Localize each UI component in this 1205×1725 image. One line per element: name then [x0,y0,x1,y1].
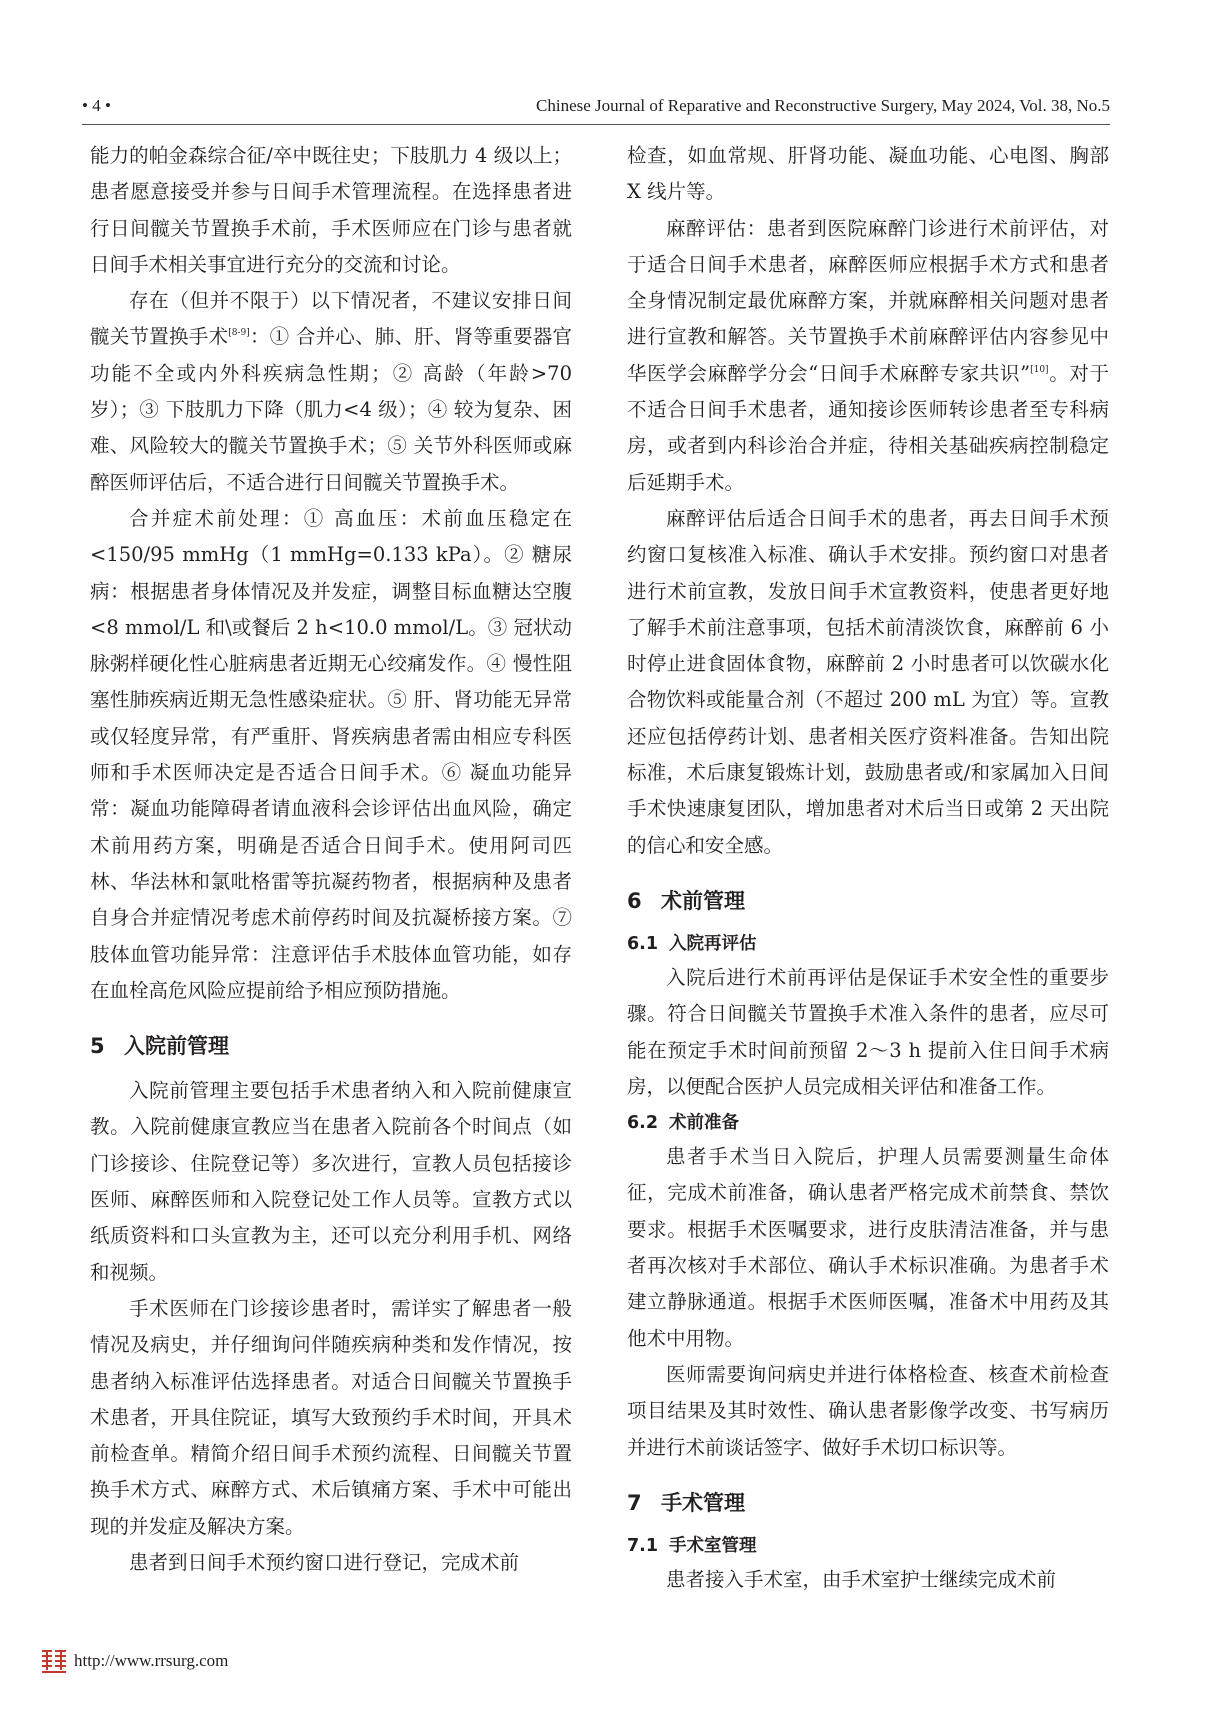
header-rule [82,124,1110,125]
paragraph: 麻醉评估：患者到医院麻醉门诊进行术前评估，对于适合日间手术患者，麻醉医师应根据手术方式和患者全身情况制定最优麻醉方案，并就麻醉相关问题对患者进行宣教和解答。关节置换手术前麻醉评估内容参见中华医学会麻醉学分会“日间手术麻醉专家共识”[10]。对于不适合日间手术患者，通知接诊医师转诊患者至专科病房，或者到内科诊治合并症，待相关基础疾病控制稳定后延期手术。 [627,216,1109,494]
section-heading-6: 6 术前管理 [627,888,745,913]
subsection-heading-6-2: 6.2 术前准备 [627,1113,739,1134]
journal-logo-icon [40,1647,68,1675]
paragraph: 医师需要询问病史并进行体格检查、核查术前检查项目结果及其时效性、确认患者影像学改变、书写病历并进行术前谈话签字、做好手术切口标识等。 [627,1362,1109,1459]
section-heading-5: 5 入院前管理 [90,1034,229,1059]
paragraph: 检查，如血常规、肝肾功能、凝血功能、心电图、胸部 X 线片等。 [627,144,1109,204]
right-column [627,138,1109,1598]
paragraph: 合并症术前处理：① 高血压：术前血压稳定在<150/95 mmHg（1 mmHg=0.133 kPa）。② 糖尿病：根据患者身体情况及并发症，调整目标血糖达空腹<8 mmol/L 和\或餐后 2 h<10.0 mmol/L。③ 冠状动脉粥样硬化性心脏病患者近期无心绞痛发作。④ 慢性阻塞性肺疾病近期无急性感染症状。⑤ 肝、肾功能无异常或仅轻度异常，有严重肝、肾疾病患者需由相应专科医师和手术医师决定是否适合日间手术。⑥ 凝血功能异常：凝血功能障碍者请血液科会诊评估出血风险，确定术前用药方案，明确是否适合日间手术。使用阿司匹林、华法林和氯吡格雷等抗凝药物者，根据病种及患者自身合并症情况考虑术前停药时间及抗凝桥接方案。⑦ 肢体血管功能异常：注意评估手术肢体血管功能，如存在血栓高危风险应提前给予相应预防措施。 [90,506,572,1002]
citation-ref: [10] [1030,364,1049,375]
section-heading-7: 7 手术管理 [627,1490,745,1515]
page-number: • 4 • [82,96,111,115]
subsection-heading-7-1: 7.1 手术室管理 [627,1535,757,1556]
citation-ref: [8-9] [228,328,250,339]
paragraph: 手术医师在门诊接诊患者时，需详实了解患者一般情况及病史，并仔细询问伴随疾病种类和发作情况，按患者纳入标准评估选择患者。对适合日间髋关节置换手术患者，开具住院证，填写大致预约手术时间，开具术前检查单。精简介绍日间手术预约流程、日间髋关节置换手术方式、麻醉方式、术后镇痛方案、手术中可能出现的并发症及解决方案。 [90,1296,572,1538]
paragraph: 入院后进行术前再评估是保证手术安全性的重要步骤。符合日间髋关节置换手术准入条件的患者，应尽可能在预定手术时间前预留 2～3 h 提前入住日间手术病房，以便配合医护人员完成相关评估和准备工作。 [627,965,1109,1098]
left-column [90,138,572,1581]
subsection-heading-6-1: 6.1 入院再评估 [627,933,757,954]
paragraph: 麻醉评估后适合日间手术的患者，再去日间手术预约窗口复核准入标准、确认手术安排。预约窗口对患者进行术前宣教，发放日间手术宣教资料，使患者更好地了解手术前注意事项，包括术前清淡饮食，麻醉前 6 小时停止进食固体食物，麻醉前 2 小时患者可以饮碳水化合物饮料或能量合剂（不超过 200 mL 为宜）等。宣教还应包括停药计划、患者相关医疗资料准备。告知出院标准，术后康复锻炼计划，鼓励患者或/和家属加入日间手术快速康复团队，增加患者对术后当日或第 2 天出院的信心和安全感。 [627,506,1109,857]
journal-url-link[interactable]: http://www.rrsurg.com [74,1651,229,1670]
paragraph: 能力的帕金森综合征/卒中既往史；下肢肌力 4 级以上；患者愿意接受并参与日间手术管理流程。在选择患者进行日间髋关节置换手术前，手术医师应在门诊与患者就日间手术相关事宜进行充分的交流和讨论。 [90,144,572,276]
journal-citation: Chinese Journal of Reparative and Reconstructive Surgery, May 2024, Vol. 38, No.5 [536,96,1110,115]
paragraph: 患者到日间手术预约窗口进行登记，完成术前 [129,1550,520,1574]
paragraph: 患者接入手术室，由手术室护士继续完成术前 [666,1567,1057,1591]
paragraph: 存在（但并不限于）以下情况者，不建议安排日间髋关节置换手术[8-9]：① 合并心、肺、肝、肾等重要器官功能不全或内外科疾病急性期；② 高龄（年龄>70 岁）；③ 下肢肌力下降（肌力<4 级）；④ 较为复杂、困难、风险较大的髋关节置换手术；⑤ 关节外科医师或麻醉医师评估后，不适合进行日间髋关节置换手术。 [90,289,572,494]
paragraph: 患者手术当日入院后，护理人员需要测量生命体征，完成术前准备，确认患者严格完成术前禁食、禁饮要求。根据手术医嘱要求，进行皮肤清洁准备，并与患者再次核对手术部位、确认手术标识准确。为患者手术建立静脉通道。根据手术医师医嘱，准备术中用药及其他术中用物。 [627,1145,1109,1350]
paragraph: 入院前管理主要包括手术患者纳入和入院前健康宣教。入院前健康宣教应当在患者入院前各个时间点（如门诊接诊、住院登记等）多次进行，宣教人员包括接诊医师、麻醉医师和入院登记处工作人员等。宣教方式以纸质资料和口头宣教为主，还可以充分利用手机、网络和视频。 [90,1079,572,1284]
page-header [82,96,1110,122]
